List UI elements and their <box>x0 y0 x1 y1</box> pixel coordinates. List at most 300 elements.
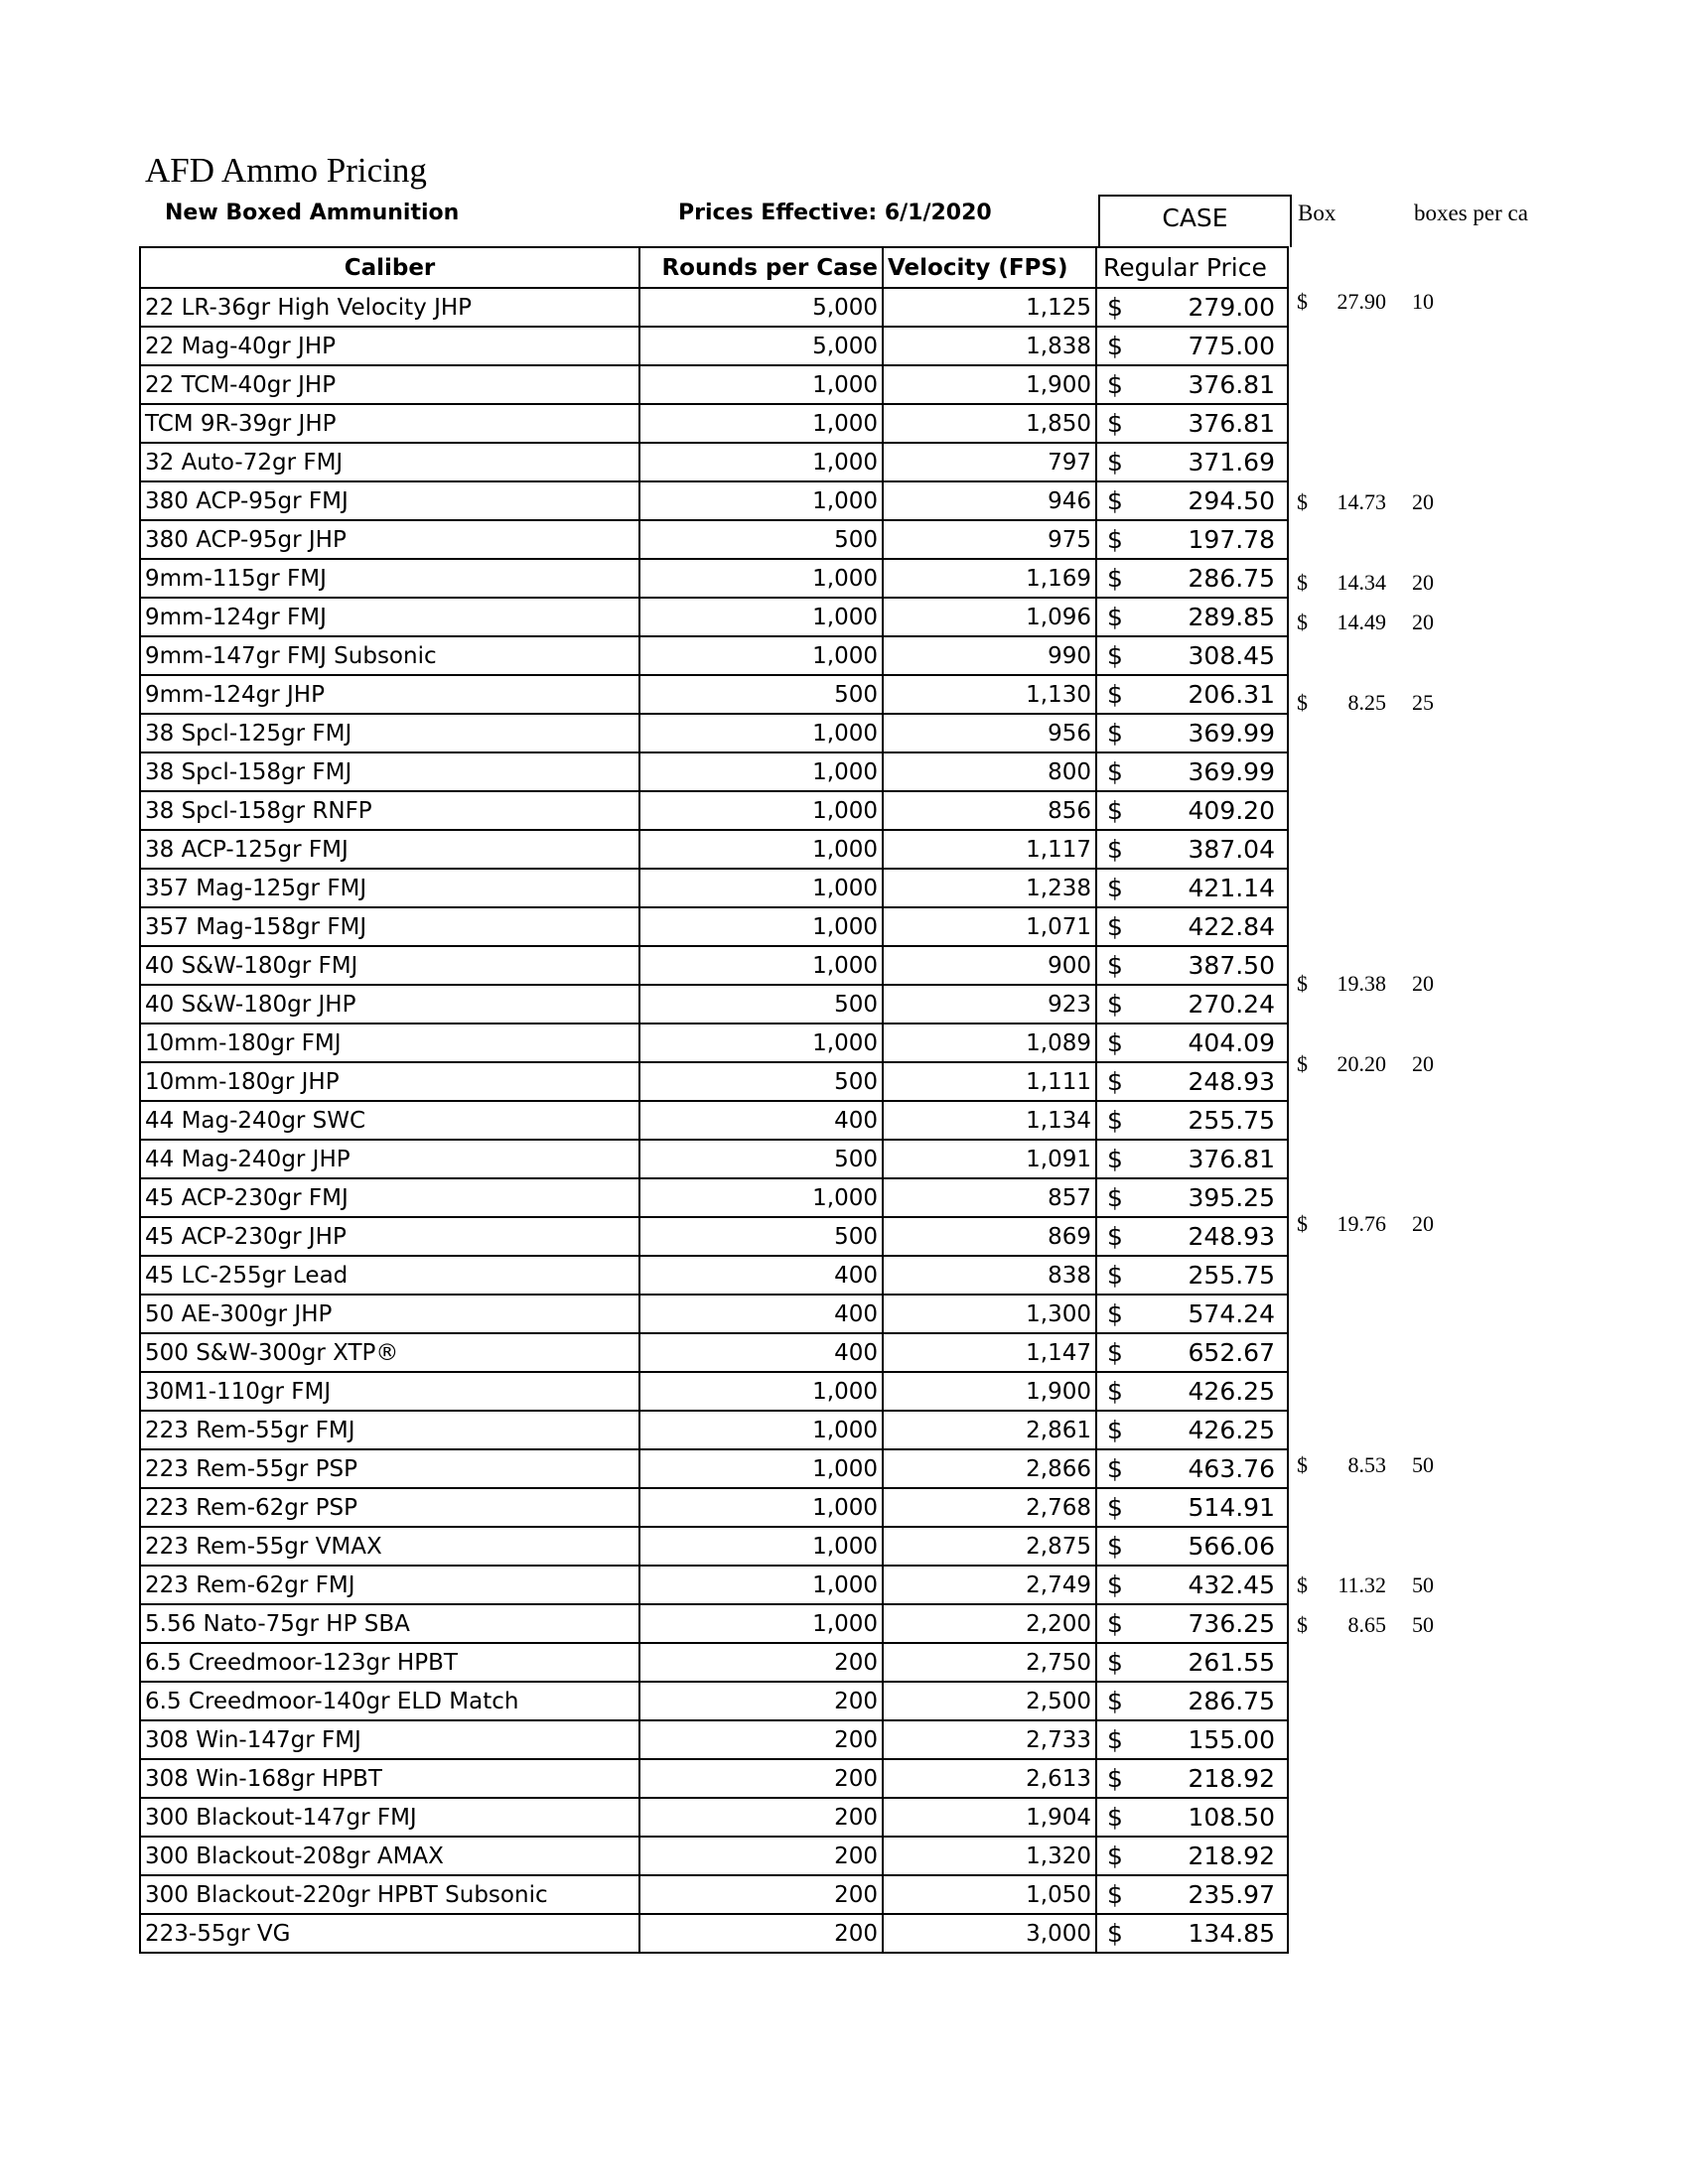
currency-symbol: $ <box>1107 1880 1123 1909</box>
velocity-cell: 2,200 <box>883 1604 1096 1643</box>
table-row <box>140 365 1288 404</box>
price-cell <box>1096 1720 1288 1759</box>
price-cell <box>1096 1178 1288 1217</box>
table-row <box>140 1140 1288 1178</box>
caliber-cell: 9mm-124gr FMJ <box>140 598 639 636</box>
rounds-cell: 1,000 <box>639 946 883 985</box>
rounds-cell: 200 <box>639 1643 883 1682</box>
box-price-value: 19.38 <box>1336 970 1386 996</box>
price-value: 308.45 <box>1188 641 1275 670</box>
rounds-cell: 5,000 <box>639 288 883 327</box>
table-row <box>140 1101 1288 1140</box>
price-cell <box>1096 520 1288 559</box>
velocity-cell: 1,238 <box>883 869 1096 907</box>
price-cell <box>1096 1449 1288 1488</box>
currency-symbol: $ <box>1297 1050 1308 1076</box>
boxes-per-case-value: 20 <box>1412 1211 1434 1237</box>
rounds-cell: 400 <box>639 1333 883 1372</box>
velocity-cell: 1,904 <box>883 1798 1096 1837</box>
velocity-cell: 838 <box>883 1256 1096 1295</box>
currency-symbol: $ <box>1107 796 1123 825</box>
column-header-price: Regular Price <box>1096 247 1288 288</box>
rounds-cell: 200 <box>639 1682 883 1720</box>
caliber-cell: 10mm-180gr FMJ <box>140 1024 639 1062</box>
price-value: 206.31 <box>1188 680 1275 709</box>
currency-symbol: $ <box>1107 525 1123 554</box>
currency-symbol: $ <box>1107 680 1123 709</box>
caliber-cell: 10mm-180gr JHP <box>140 1062 639 1101</box>
rounds-cell: 500 <box>639 985 883 1024</box>
rounds-cell: 1,000 <box>639 1566 883 1604</box>
caliber-cell: 40 S&W-180gr JHP <box>140 985 639 1024</box>
box-price-value: 11.32 <box>1337 1571 1386 1597</box>
boxes-per-case-value: 50 <box>1412 1571 1434 1597</box>
table-row <box>140 675 1288 714</box>
velocity-cell: 990 <box>883 636 1096 675</box>
column-header-caliber: Caliber <box>140 247 639 288</box>
rounds-cell: 1,000 <box>639 791 883 830</box>
boxes-per-case-value: 20 <box>1412 1050 1434 1076</box>
rounds-cell: 1,000 <box>639 1411 883 1449</box>
table-row <box>140 1449 1288 1488</box>
caliber-cell: 38 Spcl-158gr RNFP <box>140 791 639 830</box>
boxes-per-case-value: 10 <box>1412 289 1434 314</box>
rounds-cell: 500 <box>639 1062 883 1101</box>
boxes-per-case-value: 20 <box>1412 970 1434 996</box>
velocity-cell: 2,733 <box>883 1720 1096 1759</box>
currency-symbol: $ <box>1107 486 1123 515</box>
table-row <box>140 946 1288 985</box>
price-cell <box>1096 1333 1288 1372</box>
price-value: 566.06 <box>1188 1532 1275 1561</box>
box-price-value: 8.65 <box>1347 1612 1386 1638</box>
velocity-cell: 2,866 <box>883 1449 1096 1488</box>
table-row <box>140 636 1288 675</box>
currency-symbol: $ <box>1297 690 1308 715</box>
table-row <box>140 1024 1288 1062</box>
price-value: 286.75 <box>1188 564 1275 593</box>
boxes-per-case-header: boxes per ca <box>1414 201 1528 225</box>
rounds-cell: 5,000 <box>639 327 883 365</box>
price-cell <box>1096 791 1288 830</box>
rounds-cell: 1,000 <box>639 869 883 907</box>
currency-symbol: $ <box>1107 990 1123 1019</box>
currency-symbol: $ <box>1107 1106 1123 1135</box>
rounds-cell: 200 <box>639 1759 883 1798</box>
currency-symbol: $ <box>1107 1842 1123 1870</box>
velocity-cell: 1,111 <box>883 1062 1096 1101</box>
price-value: 421.14 <box>1188 874 1275 902</box>
velocity-cell: 1,071 <box>883 907 1096 946</box>
price-cell <box>1096 675 1288 714</box>
case-header: CASE <box>1098 195 1292 247</box>
table-row <box>140 443 1288 481</box>
caliber-cell: 22 LR-36gr High Velocity JHP <box>140 288 639 327</box>
box-price-value: 14.34 <box>1336 569 1386 595</box>
price-value: 371.69 <box>1188 448 1275 477</box>
price-value: 248.93 <box>1188 1222 1275 1251</box>
velocity-cell: 1,091 <box>883 1140 1096 1178</box>
currency-symbol: $ <box>1107 1416 1123 1444</box>
velocity-cell: 1,096 <box>883 598 1096 636</box>
rounds-cell: 1,000 <box>639 1527 883 1566</box>
caliber-cell: 357 Mag-158gr FMJ <box>140 907 639 946</box>
table-row <box>140 714 1288 752</box>
price-value: 294.50 <box>1188 486 1275 515</box>
caliber-cell: 223 Rem-62gr PSP <box>140 1488 639 1527</box>
price-value: 432.45 <box>1188 1570 1275 1599</box>
price-cell <box>1096 1062 1288 1101</box>
velocity-cell: 1,900 <box>883 1372 1096 1411</box>
price-value: 279.00 <box>1188 293 1275 322</box>
table-row <box>140 404 1288 443</box>
box-price-value: 20.20 <box>1336 1050 1386 1076</box>
caliber-cell: 9mm-115gr FMJ <box>140 559 639 598</box>
table-row <box>140 985 1288 1024</box>
currency-symbol: $ <box>1107 1570 1123 1599</box>
velocity-cell: 2,749 <box>883 1566 1096 1604</box>
caliber-cell: 223-55gr VG <box>140 1914 639 1953</box>
rounds-cell: 1,000 <box>639 404 883 443</box>
caliber-cell: 223 Rem-55gr VMAX <box>140 1527 639 1566</box>
price-value: 134.85 <box>1188 1919 1275 1948</box>
currency-symbol: $ <box>1107 1338 1123 1367</box>
price-value: 574.24 <box>1188 1299 1275 1328</box>
price-value: 652.67 <box>1188 1338 1275 1367</box>
velocity-cell: 1,130 <box>883 675 1096 714</box>
caliber-cell: 6.5 Creedmoor-123gr HPBT <box>140 1643 639 1682</box>
box-price-value: 27.90 <box>1336 289 1386 314</box>
price-value: 404.09 <box>1188 1028 1275 1057</box>
price-value: 387.50 <box>1188 951 1275 980</box>
price-cell <box>1096 636 1288 675</box>
caliber-cell: 380 ACP-95gr JHP <box>140 520 639 559</box>
velocity-cell: 1,300 <box>883 1295 1096 1333</box>
price-cell <box>1096 907 1288 946</box>
currency-symbol: $ <box>1107 1067 1123 1096</box>
rounds-cell: 1,000 <box>639 752 883 791</box>
section-label: New Boxed Ammunition <box>165 201 460 225</box>
caliber-cell: 45 ACP-230gr FMJ <box>140 1178 639 1217</box>
currency-symbol: $ <box>1107 603 1123 631</box>
velocity-cell: 975 <box>883 520 1096 559</box>
currency-symbol: $ <box>1107 757 1123 786</box>
price-table <box>139 246 1289 1954</box>
boxes-per-case-value: 20 <box>1412 489 1434 514</box>
price-cell <box>1096 1682 1288 1720</box>
caliber-cell: 5.56 Nato-75gr HP SBA <box>140 1604 639 1643</box>
currency-symbol: $ <box>1107 1725 1123 1754</box>
price-value: 270.24 <box>1188 990 1275 1019</box>
table-row <box>140 1759 1288 1798</box>
price-cell <box>1096 443 1288 481</box>
caliber-cell: 38 ACP-125gr FMJ <box>140 830 639 869</box>
currency-symbol: $ <box>1297 569 1308 595</box>
price-cell <box>1096 714 1288 752</box>
rounds-cell: 1,000 <box>639 1372 883 1411</box>
currency-symbol: $ <box>1107 1687 1123 1715</box>
effective-date: Prices Effective: 6/1/2020 <box>678 201 992 225</box>
box-price-header: Box <box>1298 201 1336 225</box>
table-row <box>140 327 1288 365</box>
price-value: 376.81 <box>1188 1145 1275 1173</box>
box-price-value: 14.49 <box>1336 610 1386 635</box>
table-row <box>140 1178 1288 1217</box>
velocity-cell: 1,089 <box>883 1024 1096 1062</box>
velocity-cell: 2,613 <box>883 1759 1096 1798</box>
price-value: 736.25 <box>1188 1609 1275 1638</box>
price-cell <box>1096 1798 1288 1837</box>
price-cell <box>1096 598 1288 636</box>
currency-symbol: $ <box>1107 1764 1123 1793</box>
table-row <box>140 481 1288 520</box>
price-cell <box>1096 288 1288 327</box>
currency-symbol: $ <box>1297 1211 1308 1237</box>
price-value: 409.20 <box>1188 796 1275 825</box>
price-cell <box>1096 1101 1288 1140</box>
rounds-cell: 1,000 <box>639 714 883 752</box>
price-value: 463.76 <box>1188 1454 1275 1483</box>
velocity-cell: 1,147 <box>883 1333 1096 1372</box>
price-cell <box>1096 327 1288 365</box>
price-cell <box>1096 1914 1288 1953</box>
currency-symbol: $ <box>1297 289 1308 314</box>
table-row <box>140 598 1288 636</box>
currency-symbol: $ <box>1297 1571 1308 1597</box>
table-row <box>140 1643 1288 1682</box>
velocity-cell: 900 <box>883 946 1096 985</box>
caliber-cell: 308 Win-168gr HPBT <box>140 1759 639 1798</box>
velocity-cell: 856 <box>883 791 1096 830</box>
table-row <box>140 1411 1288 1449</box>
currency-symbol: $ <box>1107 835 1123 864</box>
table-row <box>140 559 1288 598</box>
price-value: 387.04 <box>1188 835 1275 864</box>
price-cell <box>1096 1759 1288 1798</box>
currency-symbol: $ <box>1107 1377 1123 1406</box>
table-row <box>140 1488 1288 1527</box>
price-cell <box>1096 481 1288 520</box>
table-row <box>140 752 1288 791</box>
price-value: 155.00 <box>1188 1725 1275 1754</box>
rounds-cell: 1,000 <box>639 830 883 869</box>
velocity-cell: 1,125 <box>883 288 1096 327</box>
price-value: 218.92 <box>1188 1764 1275 1793</box>
price-value: 376.81 <box>1188 370 1275 399</box>
caliber-cell: 22 Mag-40gr JHP <box>140 327 639 365</box>
price-value: 286.75 <box>1188 1687 1275 1715</box>
rounds-cell: 400 <box>639 1101 883 1140</box>
currency-symbol: $ <box>1107 1609 1123 1638</box>
price-value: 775.00 <box>1188 332 1275 360</box>
caliber-cell: 300 Blackout-220gr HPBT Subsonic <box>140 1875 639 1914</box>
velocity-cell: 1,320 <box>883 1837 1096 1875</box>
caliber-cell: 44 Mag-240gr SWC <box>140 1101 639 1140</box>
price-value: 255.75 <box>1188 1106 1275 1135</box>
table-header-row <box>140 247 1288 288</box>
velocity-cell: 857 <box>883 1178 1096 1217</box>
boxes-per-case-value: 20 <box>1412 569 1434 595</box>
table-row <box>140 907 1288 946</box>
table-row <box>140 1062 1288 1101</box>
column-header-rounds: Rounds per Case <box>639 247 883 288</box>
caliber-cell: 40 S&W-180gr FMJ <box>140 946 639 985</box>
column-header-velocity: Velocity (FPS) <box>883 247 1096 288</box>
boxes-per-case-value: 50 <box>1412 1612 1434 1638</box>
table-row <box>140 1798 1288 1837</box>
velocity-cell: 2,750 <box>883 1643 1096 1682</box>
box-price-value: 19.76 <box>1336 1211 1386 1237</box>
rounds-cell: 1,000 <box>639 1449 883 1488</box>
rounds-cell: 1,000 <box>639 598 883 636</box>
caliber-cell: 32 Auto-72gr FMJ <box>140 443 639 481</box>
velocity-cell: 956 <box>883 714 1096 752</box>
caliber-cell: 45 ACP-230gr JHP <box>140 1217 639 1256</box>
table-row <box>140 1720 1288 1759</box>
price-cell <box>1096 1488 1288 1527</box>
velocity-cell: 2,861 <box>883 1411 1096 1449</box>
table-row <box>140 1914 1288 1953</box>
price-value: 369.99 <box>1188 719 1275 748</box>
price-cell <box>1096 1372 1288 1411</box>
table-row <box>140 869 1288 907</box>
currency-symbol: $ <box>1107 951 1123 980</box>
price-cell <box>1096 1256 1288 1295</box>
currency-symbol: $ <box>1107 1532 1123 1561</box>
caliber-cell: 44 Mag-240gr JHP <box>140 1140 639 1178</box>
caliber-cell: 357 Mag-125gr FMJ <box>140 869 639 907</box>
caliber-cell: 300 Blackout-147gr FMJ <box>140 1798 639 1837</box>
velocity-cell: 2,768 <box>883 1488 1096 1527</box>
rounds-cell: 500 <box>639 520 883 559</box>
currency-symbol: $ <box>1297 610 1308 635</box>
price-cell <box>1096 365 1288 404</box>
currency-symbol: $ <box>1107 641 1123 670</box>
caliber-cell: 500 S&W-300gr XTP® <box>140 1333 639 1372</box>
velocity-cell: 800 <box>883 752 1096 791</box>
price-value: 376.81 <box>1188 409 1275 438</box>
price-cell <box>1096 946 1288 985</box>
price-cell <box>1096 1140 1288 1178</box>
currency-symbol: $ <box>1107 1493 1123 1522</box>
rounds-cell: 500 <box>639 1140 883 1178</box>
caliber-cell: 308 Win-147gr FMJ <box>140 1720 639 1759</box>
currency-symbol: $ <box>1107 564 1123 593</box>
table-row <box>140 288 1288 327</box>
currency-symbol: $ <box>1107 1028 1123 1057</box>
currency-symbol: $ <box>1107 1648 1123 1677</box>
price-cell <box>1096 1643 1288 1682</box>
currency-symbol: $ <box>1107 1261 1123 1290</box>
price-value: 235.97 <box>1188 1880 1275 1909</box>
table-row <box>140 830 1288 869</box>
box-price-value: 14.73 <box>1336 489 1386 514</box>
rounds-cell: 1,000 <box>639 1024 883 1062</box>
box-price-value: 8.53 <box>1347 1451 1386 1477</box>
currency-symbol: $ <box>1107 370 1123 399</box>
price-cell <box>1096 1875 1288 1914</box>
caliber-cell: 223 Rem-62gr FMJ <box>140 1566 639 1604</box>
price-value: 248.93 <box>1188 1067 1275 1096</box>
price-cell <box>1096 752 1288 791</box>
currency-symbol: $ <box>1297 970 1308 996</box>
table-row <box>140 1604 1288 1643</box>
caliber-cell: 9mm-147gr FMJ Subsonic <box>140 636 639 675</box>
currency-symbol: $ <box>1107 719 1123 748</box>
rounds-cell: 200 <box>639 1837 883 1875</box>
caliber-cell: 50 AE-300gr JHP <box>140 1295 639 1333</box>
currency-symbol: $ <box>1107 874 1123 902</box>
currency-symbol: $ <box>1107 1222 1123 1251</box>
rounds-cell: 500 <box>639 675 883 714</box>
caliber-cell: 22 TCM-40gr JHP <box>140 365 639 404</box>
currency-symbol: $ <box>1107 1183 1123 1212</box>
currency-symbol: $ <box>1297 1451 1308 1477</box>
rounds-cell: 1,000 <box>639 365 883 404</box>
price-value: 514.91 <box>1188 1493 1275 1522</box>
rounds-cell: 1,000 <box>639 559 883 598</box>
table-row <box>140 791 1288 830</box>
price-value: 369.99 <box>1188 757 1275 786</box>
caliber-cell: 9mm-124gr JHP <box>140 675 639 714</box>
rounds-cell: 1,000 <box>639 1178 883 1217</box>
currency-symbol: $ <box>1107 1145 1123 1173</box>
velocity-cell: 2,875 <box>883 1527 1096 1566</box>
rounds-cell: 200 <box>639 1798 883 1837</box>
caliber-cell: 38 Spcl-158gr FMJ <box>140 752 639 791</box>
price-cell <box>1096 1295 1288 1333</box>
caliber-cell: 223 Rem-55gr FMJ <box>140 1411 639 1449</box>
velocity-cell: 1,117 <box>883 830 1096 869</box>
price-cell <box>1096 1566 1288 1604</box>
price-value: 197.78 <box>1188 525 1275 554</box>
rounds-cell: 1,000 <box>639 1488 883 1527</box>
table-row <box>140 520 1288 559</box>
caliber-cell: 45 LC-255gr Lead <box>140 1256 639 1295</box>
price-value: 426.25 <box>1188 1377 1275 1406</box>
rounds-cell: 1,000 <box>639 907 883 946</box>
velocity-cell: 1,838 <box>883 327 1096 365</box>
price-value: 108.50 <box>1188 1803 1275 1832</box>
price-value: 395.25 <box>1188 1183 1275 1212</box>
table-row <box>140 1217 1288 1256</box>
currency-symbol: $ <box>1107 1919 1123 1948</box>
velocity-cell: 1,850 <box>883 404 1096 443</box>
velocity-cell: 923 <box>883 985 1096 1024</box>
table-row <box>140 1527 1288 1566</box>
price-cell <box>1096 985 1288 1024</box>
currency-symbol: $ <box>1107 448 1123 477</box>
price-value: 426.25 <box>1188 1416 1275 1444</box>
table-row <box>140 1372 1288 1411</box>
currency-symbol: $ <box>1107 332 1123 360</box>
rounds-cell: 1,000 <box>639 481 883 520</box>
table-row <box>140 1682 1288 1720</box>
price-cell <box>1096 1411 1288 1449</box>
price-value: 255.75 <box>1188 1261 1275 1290</box>
currency-symbol: $ <box>1107 1299 1123 1328</box>
rounds-cell: 500 <box>639 1217 883 1256</box>
price-cell <box>1096 1527 1288 1566</box>
currency-symbol: $ <box>1107 912 1123 941</box>
caliber-cell: 30M1-110gr FMJ <box>140 1372 639 1411</box>
price-value: 422.84 <box>1188 912 1275 941</box>
velocity-cell: 1,050 <box>883 1875 1096 1914</box>
boxes-per-case-value: 50 <box>1412 1451 1434 1477</box>
currency-symbol: $ <box>1297 489 1308 514</box>
rounds-cell: 200 <box>639 1720 883 1759</box>
rounds-cell: 1,000 <box>639 443 883 481</box>
